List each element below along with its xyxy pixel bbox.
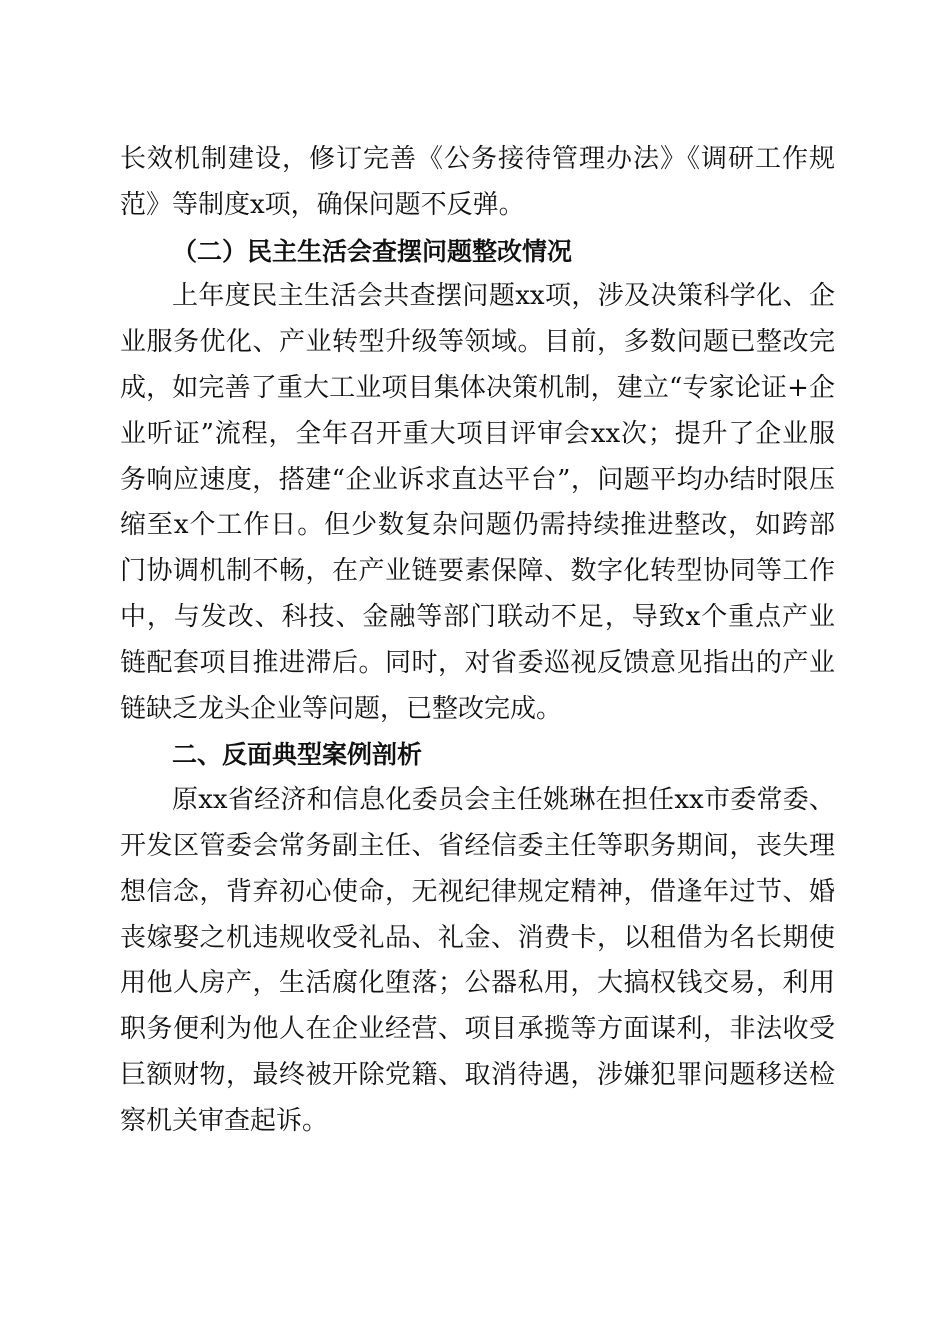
paragraph-rectification: 上年度民主生活会共查摆问题xx项，涉及决策科学化、企业服务优化、产业转型升级等领域。目前，多数问题已整改完成，如完善了重大工业项目集体决策机制，建立“专家论证+企业听证”流程，全年召开重大项目评审会xx次；提升了企业服务响应速度，搭建“企业诉求直达平台”，问题平均办结时限压缩至x个工作日。但少数复杂问题仍需持续推进整改，如跨部门协调机制不畅，在产业链要素保障、数字化转型协同等工作中，与发改、科技、金融等部门联动不足，导致x个重点产业链配套项目推进滞后。同时，对省委巡视反馈意见指出的产业链缺乏龙头企业等问题，已整改完成。 — [120, 281, 835, 724]
document-page — [120, 137, 835, 1145]
section-subheading: （二）民主生活会查摆问题整改情况 — [172, 236, 573, 266]
paragraph-continuation: 长效机制建设，修订完善《公务接待管理办法》《调研工作规范》等制度x项，确保问题不反弹。 — [120, 144, 835, 220]
paragraph-case-analysis: 原xx省经济和信息化委员会主任姚琳在担任xx市委常委、开发区管委会常务副主任、省经信委主任等职务期间，丧失理想信念，背弃初心使命，无视纪律规定精神，借逢年过节、婚丧嫁娶之机违规收受礼品、礼金、消费卡，以租借为名长期使用他人房产，生活腐化堕落；公器私用，大搞权钱交易，利用职务便利为他人在企业经营、项目承揽等方面谋利，非法收受巨额财物，最终被开除党籍、取消待遇，涉嫌犯罪问题移送检察机关审查起诉。 — [120, 785, 835, 1136]
section-heading: 二、反面典型案例剖析 — [172, 740, 423, 770]
